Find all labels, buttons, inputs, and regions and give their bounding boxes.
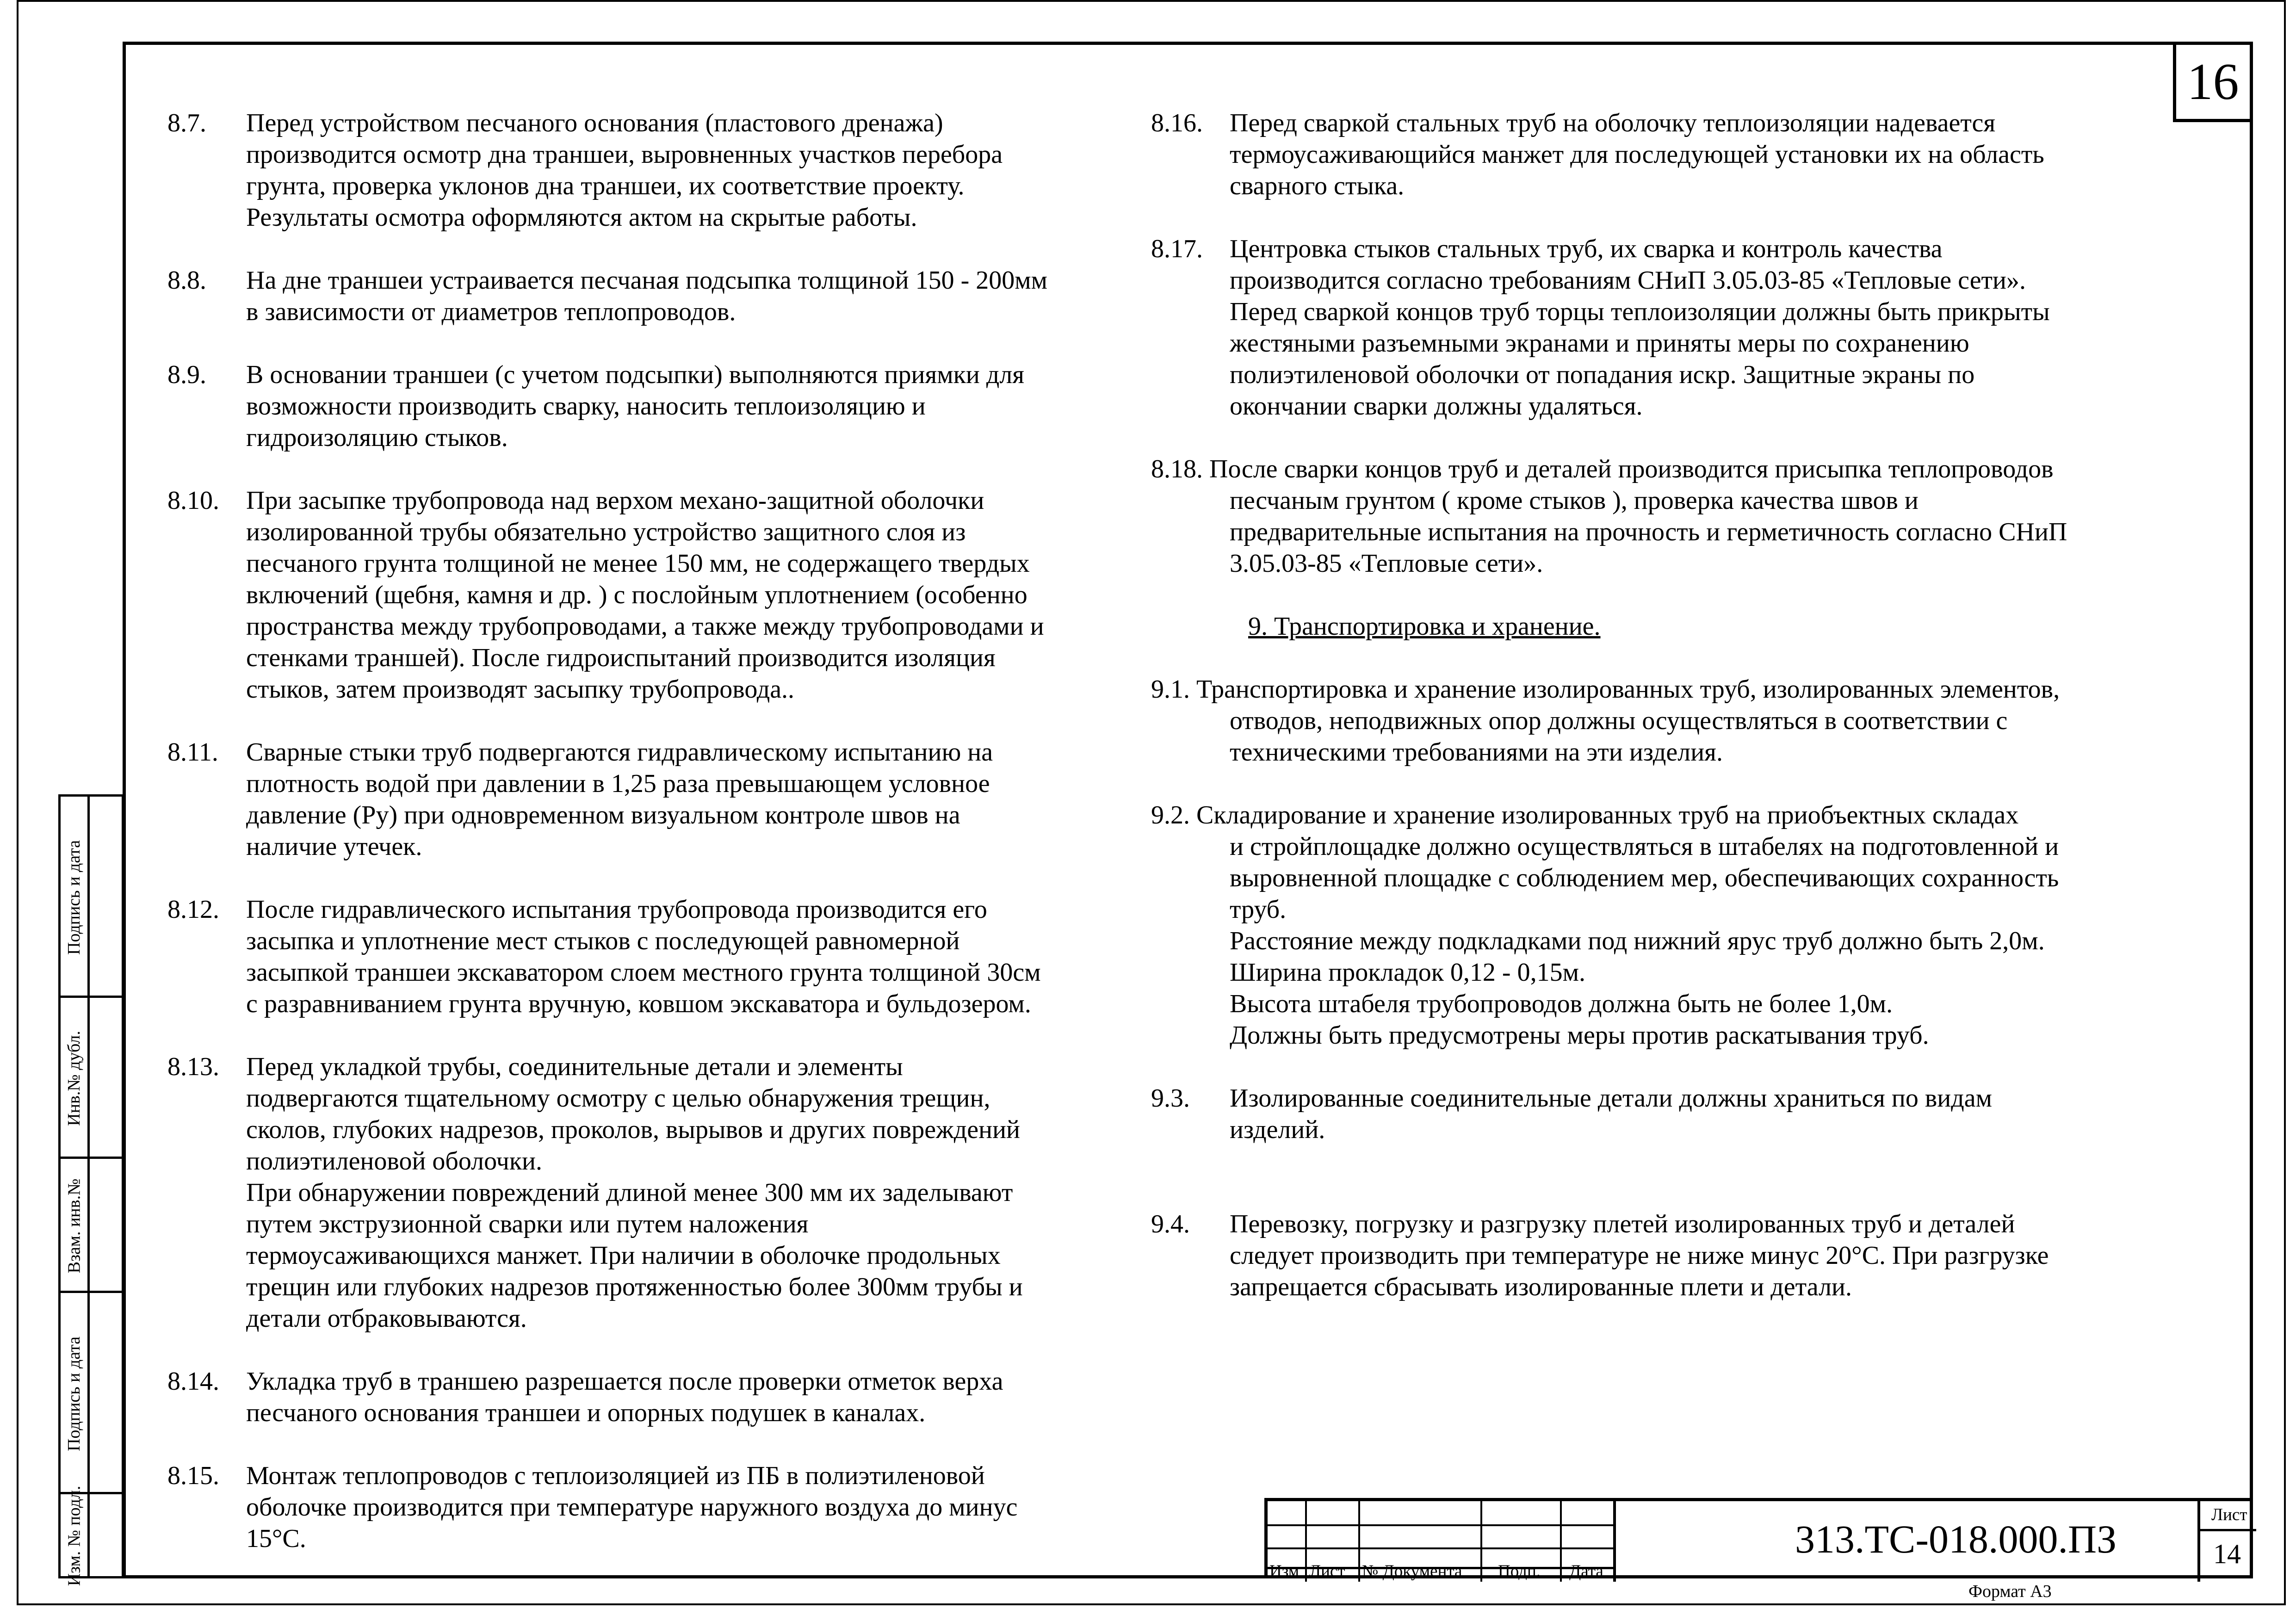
text-line: засыпкой траншеи экскаватором слоем местного грунта толщиной 30см [246, 958, 1041, 987]
sheet-number: 14 [2213, 1539, 2241, 1569]
text-line: После гидравлического испытания трубопровода производится его [246, 895, 987, 924]
clause-number: 8.10. [167, 486, 219, 515]
text-line: оболочке производится при температуре наружного воздуха до минус [246, 1493, 1018, 1522]
clause-9-1 [1151, 674, 2146, 768]
clause-9-1-first-line: 9.1. Транспортировка и хранение изолированных труб, изолированных элементов, [1151, 675, 2060, 704]
text-line: сколов, глубоких надрезов, проколов, вырывов и других повреждений [246, 1115, 1020, 1144]
header-date: Дата [1569, 1562, 1603, 1581]
text-line: изолированной трубы обязательно устройство защитного слоя из [246, 518, 966, 546]
clause-8-13 [167, 1051, 1120, 1334]
text-line: Расстояние между подкладками под нижний ярус труб должно быть 2,0м. [1230, 927, 2045, 955]
clause-8-14 [167, 1366, 1120, 1429]
text-line: полиэтиленовой оболочки от попадания искр. Защитные экраны по [1230, 360, 1975, 389]
left-column [167, 107, 1120, 1586]
clause-number: 8.16. [1151, 109, 1203, 137]
clause-8-10 [167, 485, 1120, 705]
text-line: производится согласно требованиям СНиП 3.05.03-85 «Тепловые сети». [1230, 266, 2026, 295]
document-code: 313.ТС-018.000.ПЗ [1795, 1517, 2117, 1561]
side-label-inv-dubl: Инв.№ дубл. [64, 1031, 84, 1126]
text-line: жестяными разъемными экранами и приняты меры по сохранению [1230, 329, 1969, 358]
right-column [1151, 107, 2146, 1334]
text-line: песчаным грунтом ( кроме стыков ), проверка качества швов и [1230, 486, 1918, 515]
text-line: На дне траншеи устраивается песчаная подсыпка толщиной 150 - 200мм [246, 266, 1048, 295]
text-line: детали отбраковываются. [246, 1304, 527, 1333]
text-line: грунта, проверка уклонов дна траншеи, их соответствие проекту. [246, 172, 965, 200]
text-line: изделий. [1230, 1115, 1325, 1144]
text-line: При засыпке трубопровода над верхом механо-защитной оболочки [246, 486, 984, 515]
text-line: возможности производить сварку, наносить теплоизоляцию и [246, 392, 926, 421]
header-doc-number: № Документа [1362, 1562, 1462, 1581]
text-line: В основании траншеи (с учетом подсыпки) выполняются приямки для [246, 360, 1025, 389]
clause-8-17 [1151, 233, 2146, 422]
text-line: Результаты осмотра оформляются актом на скрытые работы. [246, 203, 917, 232]
text-line: давление (Ру) при одновременном визуальном контроле швов на [246, 801, 960, 829]
text-line: термоусаживающийся манжет для последующей установки их на область [1230, 140, 2044, 169]
text-line: и стройплощадке должно осуществляться в штабелях на подготовленной и [1230, 832, 2059, 861]
text-line: полиэтиленовой оболочки. [246, 1147, 543, 1176]
clause-number: 8.17. [1151, 235, 1203, 263]
text-line: Должны быть предусмотрены меры против раскатывания труб. [1230, 1021, 1929, 1050]
text-line: Перед укладкой трубы, соединительные детали и элементы [246, 1052, 903, 1081]
clause-8-12 [167, 894, 1120, 1020]
clause-9-3 [1151, 1083, 2146, 1145]
clause-number: 8.11. [167, 738, 218, 767]
clause-number: 9.3. [1151, 1084, 1190, 1113]
text-line: окончании сварки должны удаляться. [1230, 392, 1643, 421]
text-line: трещин или глубоких надрезов протяженностью более 300мм трубы и [246, 1273, 1023, 1301]
clause-number: 8.13. [167, 1052, 219, 1081]
format-label: Формат А3 [1968, 1582, 2052, 1601]
text-line: Перед устройством песчаного основания (пластового дренажа) [246, 109, 943, 137]
clause-number: 8.15. [167, 1461, 219, 1490]
text-line: стенками траншей). После гидроиспытаний производится изоляция [246, 643, 996, 672]
text-line: в зависимости от диаметров теплопроводов. [246, 297, 736, 326]
text-line: предварительные испытания на прочность и герметичность согласно СНиП [1230, 518, 2067, 546]
clause-8-8 [167, 265, 1120, 328]
section-heading: 9. Транспортировка и хранение. [1248, 612, 1601, 641]
text-line: гидроизоляцию стыков. [246, 423, 508, 452]
text-line: пространства между трубопроводами, а также между трубопроводами и [246, 612, 1044, 641]
clause-number: 8.9. [167, 360, 206, 389]
text-line: выровненной площадке с соблюдением мер, обеспечивающих сохранность [1230, 864, 2059, 892]
side-stamp [58, 794, 124, 1586]
text-line: Перевозку, погрузку и разгрузку плетей изолированных труб и деталей [1230, 1210, 2015, 1238]
clause-number: 8.8. [167, 266, 206, 295]
sheet-label: Лист [2211, 1505, 2247, 1524]
clause-8-15 [167, 1460, 1120, 1554]
clause-8-18 [1151, 453, 2146, 579]
header-signature: Подп. [1498, 1562, 1541, 1581]
clause-8-7 [167, 107, 1120, 233]
text-line: термоусаживающихся манжет. При наличии в оболочке продольных [246, 1241, 1001, 1270]
clause-9-4 [1151, 1208, 2146, 1303]
side-label-signature-date-2: Подпись и дата [64, 1336, 84, 1451]
text-line: отводов, неподвижных опор должны осуществляться в соответствии с [1230, 706, 2008, 735]
text-line: плотность водой при давлении в 1,25 раза превышающем условное [246, 769, 990, 798]
text-line: подвергаются тщательному осмотру с целью обнаружения трещин, [246, 1084, 990, 1113]
text-line: При обнаружении повреждений длиной менее 300 мм их заделывают [246, 1178, 1013, 1207]
text-line: запрещается сбрасывать изолированные плети и детали. [1230, 1273, 1852, 1301]
text-line: с разравниванием грунта вручную, ковшом экскаватора и бульдозером. [246, 990, 1031, 1018]
clause-number: 9.4. [1151, 1210, 1190, 1238]
clause-8-16 [1151, 107, 2146, 202]
page-number: 16 [2173, 42, 2253, 122]
header-list: Лист [1309, 1562, 1345, 1581]
side-label-vzam-inv: Взам. инв.№ [64, 1178, 84, 1274]
clause-number: 8.7. [167, 109, 206, 137]
text-line: Перед сваркой концов труб торцы теплоизоляции должны быть прикрыты [1230, 297, 2050, 326]
text-line: Изолированные соединительные детали должны храниться по видам [1230, 1084, 1993, 1113]
text-line: производится осмотр дна траншеи, выровненных участков перебора [246, 140, 1003, 169]
text-line: 15°С. [246, 1524, 306, 1553]
text-line: техническими требованиями на эти изделия. [1230, 738, 1723, 767]
text-line: засыпка и уплотнение мест стыков с последующей равномерной [246, 927, 960, 955]
text-line: наличие утечек. [246, 832, 422, 861]
text-line: труб. [1230, 895, 1287, 924]
text-line: Укладка труб в траншею разрешается после проверки отметок верха [246, 1367, 1003, 1396]
text-line: сварного стыка. [1230, 172, 1405, 200]
side-label-inv-podl: Изм. № подл. [64, 1485, 84, 1586]
clause-9-2-first-line: 9.2. Складирование и хранение изолированных труб на приобъектных складах [1151, 801, 2019, 829]
text-line: Монтаж теплопроводов с теплоизоляцией из ПБ в полиэтиленовой [246, 1461, 985, 1490]
text-line: Ширина прокладок 0,12 - 0,15м. [1230, 958, 1586, 987]
clause-8-9 [167, 359, 1120, 453]
text-line: Высота штабеля трубопроводов должна быть не более 1,0м. [1230, 990, 1893, 1018]
clause-8-18-first-line: 8.18. После сварки концов труб и деталей производится присыпка теплопроводов [1151, 455, 2054, 483]
title-block [1264, 1498, 2253, 1581]
text-line: стыков, затем производят засыпку трубопровода.. [246, 675, 795, 704]
text-line: путем экструзионной сварки или путем наложения [246, 1210, 809, 1238]
text-line: Центровка стыков стальных труб, их сварка и контроль качества [1230, 235, 1943, 263]
clause-8-11 [167, 736, 1120, 862]
clause-number: 8.14. [167, 1367, 219, 1396]
text-line: песчаного основания траншеи и опорных подушек в каналах. [246, 1398, 926, 1427]
header-izm: Изм [1269, 1562, 1300, 1581]
text-line: следует производить при температуре не ниже минус 20°С. При разгрузке [1230, 1241, 2049, 1270]
text-line: песчаного грунта толщиной не менее 150 мм, не содержащего твердых [246, 549, 1030, 578]
text-line: 3.05.03-85 «Тепловые сети». [1230, 549, 1543, 578]
clause-9-2 [1151, 799, 2146, 1051]
side-label-signature-date: Подпись и дата [64, 840, 84, 955]
text-line: включений (щебня, камня и др. ) с послойным уплотнением (особенно [246, 581, 1027, 609]
text-line: Сварные стыки труб подвергаются гидравлическому испытанию на [246, 738, 993, 767]
text-line: Перед сваркой стальных труб на оболочку теплоизоляции надевается [1230, 109, 1996, 137]
clause-number: 8.12. [167, 895, 219, 924]
